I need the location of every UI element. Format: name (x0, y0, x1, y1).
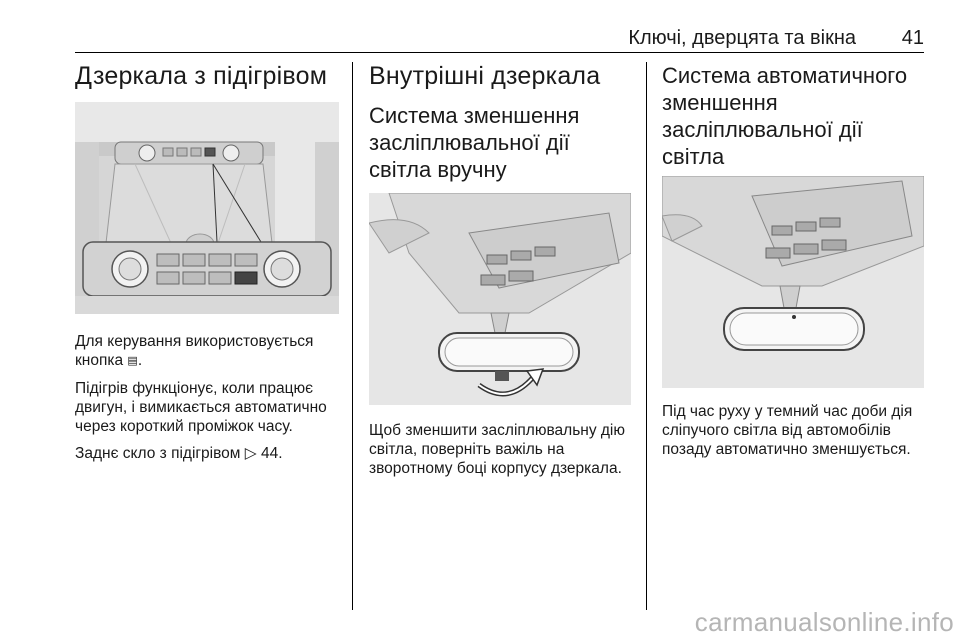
page-number: 41 (901, 27, 924, 49)
rear-heat-icon: ▤ (127, 355, 138, 367)
subsection-heading: Система зменшення засліплювальної дії світла вручну (369, 103, 580, 182)
watermark: carmanualsonline.info (694, 607, 954, 637)
column-divider (646, 62, 647, 610)
page-header (75, 26, 924, 53)
paragraph-auto: Під час руху у темний час доби дія сліпучого світла від автомобілів позаду автоматично зменшується. (662, 403, 913, 458)
column-auto-dimming (662, 62, 926, 467)
header-title: Ключі, дверцята та вікна (628, 27, 856, 49)
section-heading: Дзеркала з підігрівом (75, 62, 328, 90)
section-heading: Система автоматичного зменшення засліплювальної дії світла (662, 63, 908, 169)
column-interior-mirrors (369, 62, 633, 486)
section-heading: Внутрішні дзеркала (369, 62, 601, 90)
column-divider (352, 62, 353, 610)
auto-mirror-illustration (662, 176, 924, 388)
paragraph-operation: Підігрів функціонує, коли працює двигун, і вимикається автоматично через короткий проміжок часу. (75, 380, 327, 435)
paragraph-button: Для керування використовується кнопка ▤. (75, 333, 314, 369)
arrow-ref-icon: ▷ (244, 445, 257, 462)
column-heated-mirrors (75, 62, 341, 471)
page-link[interactable]: 44. (261, 445, 283, 462)
climate-panel-illustration (75, 102, 339, 314)
manual-mirror-illustration (369, 193, 631, 405)
paragraph-manual: Щоб зменшити засліплювальну дію світла, поверніть важіль на зворотному боці корпусу дзеркала. (369, 422, 625, 477)
paragraph-reference: Заднє скло з підігрівом ▷ 44. (75, 445, 283, 462)
